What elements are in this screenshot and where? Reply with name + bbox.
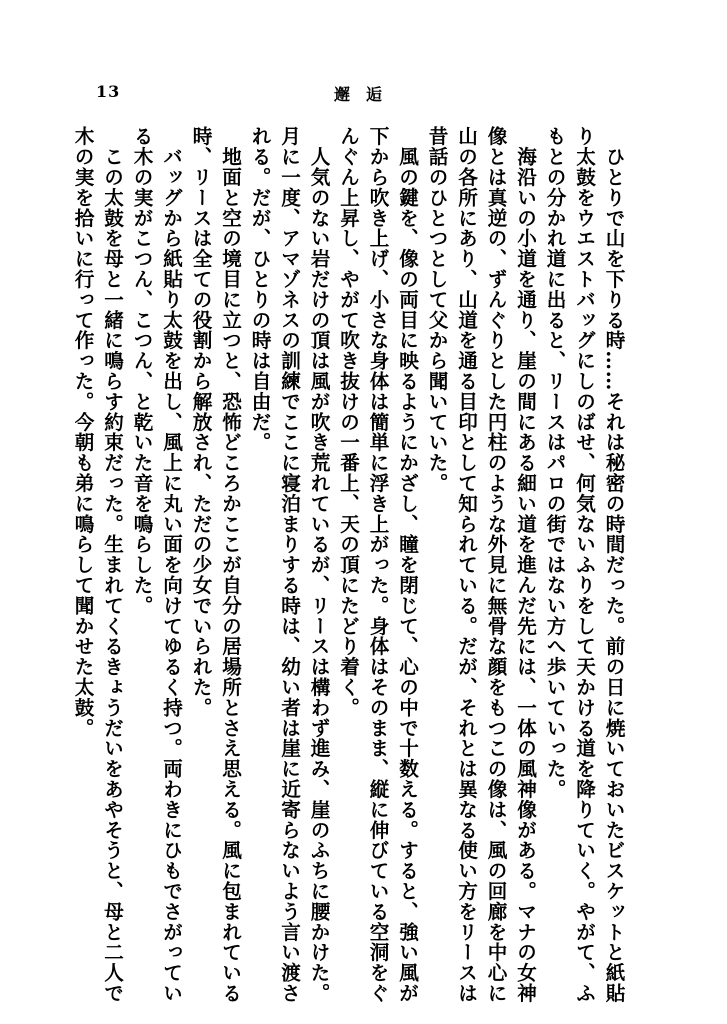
text-line: 月に一度、アマゾネスの訓練でここに寝泊まりする時は、幼い者は崖に近寄らないよう言い渡さ bbox=[277, 126, 301, 1004]
text-line: 下から吹き上げ、小さな身体は簡単に浮き上がった。身体はそのまま、縦に伸びている空洞をぐ bbox=[366, 126, 389, 1004]
running-title: 邂逅 bbox=[334, 85, 399, 104]
text-line: 山の各所にあり、山道を通る目印として知られている。だが、それとは異なる使い方をリースは bbox=[454, 126, 478, 1004]
text-line: 時、リースは全ての役割から解放され、ただの少女でいられた。 bbox=[189, 126, 212, 718]
text-line: バッグから紙貼り太鼓を出し、風上に丸い面を向けてゆるく持つ。両わきにひもでさがってい bbox=[159, 126, 183, 1004]
text-line: る木の実がこつん、こつん、と乾いた音を鳴らした。 bbox=[130, 126, 153, 616]
text-line: ひとりで山を下りる時……それは秘密の時間だった。前の日に焼いておいたビスケットと紙貼 bbox=[602, 126, 625, 1004]
text-line: り太鼓をウエストバッグにしのばせ、何気ないふりをして天かける道を降りていく。やがて、ふ bbox=[572, 126, 596, 1004]
text-line: 風の鍵を、像の両目に映るようにかざし、瞳を閉じて、心の中で十数える。すると、強い風が bbox=[395, 126, 419, 1004]
page-number: 13 bbox=[96, 82, 121, 101]
text-line: れる。だが、ひとりの時は自由だ。 bbox=[248, 126, 271, 453]
text-line: 像とは真逆の、ずんぐりとした円柱のような外見に無骨な顔をもつこの像は、風の回廊を中心に bbox=[484, 126, 507, 1004]
text-line: んぐん上昇し、やがて吹き抜けの一番上、天の頂にたどり着く。 bbox=[336, 126, 360, 718]
vertical-body-text bbox=[71, 126, 628, 1004]
text-line: この太鼓を母と一緒に鳴らす約束だった。生まれてくるきょうだいをあやそうと、母と二人で bbox=[100, 126, 124, 1004]
text-line: 昔話のひとつとして父から聞いていた。 bbox=[425, 126, 448, 494]
text-line: 人気のない岩だけの頂は風が吹き荒れているが、リースは構わず進み、崖のふちに腰かけた。 bbox=[307, 126, 330, 1004]
text-line: 木の実を拾いに行って作った。今朝も弟に鳴らして聞かせた太鼓。 bbox=[71, 126, 94, 738]
text-line: 地面と空の境目に立つと、恐怖どころかここが自分の居場所とさえ思える。風に包まれている bbox=[218, 126, 242, 1004]
text-line: もとの分かれ道に出ると、リースはパロの街ではない方へ歩いていった。 bbox=[543, 126, 566, 800]
text-line: 海沿いの小道を通り、崖の間にある細い道を進んだ先には、一体の風神像がある。マナの女神 bbox=[513, 126, 537, 1004]
